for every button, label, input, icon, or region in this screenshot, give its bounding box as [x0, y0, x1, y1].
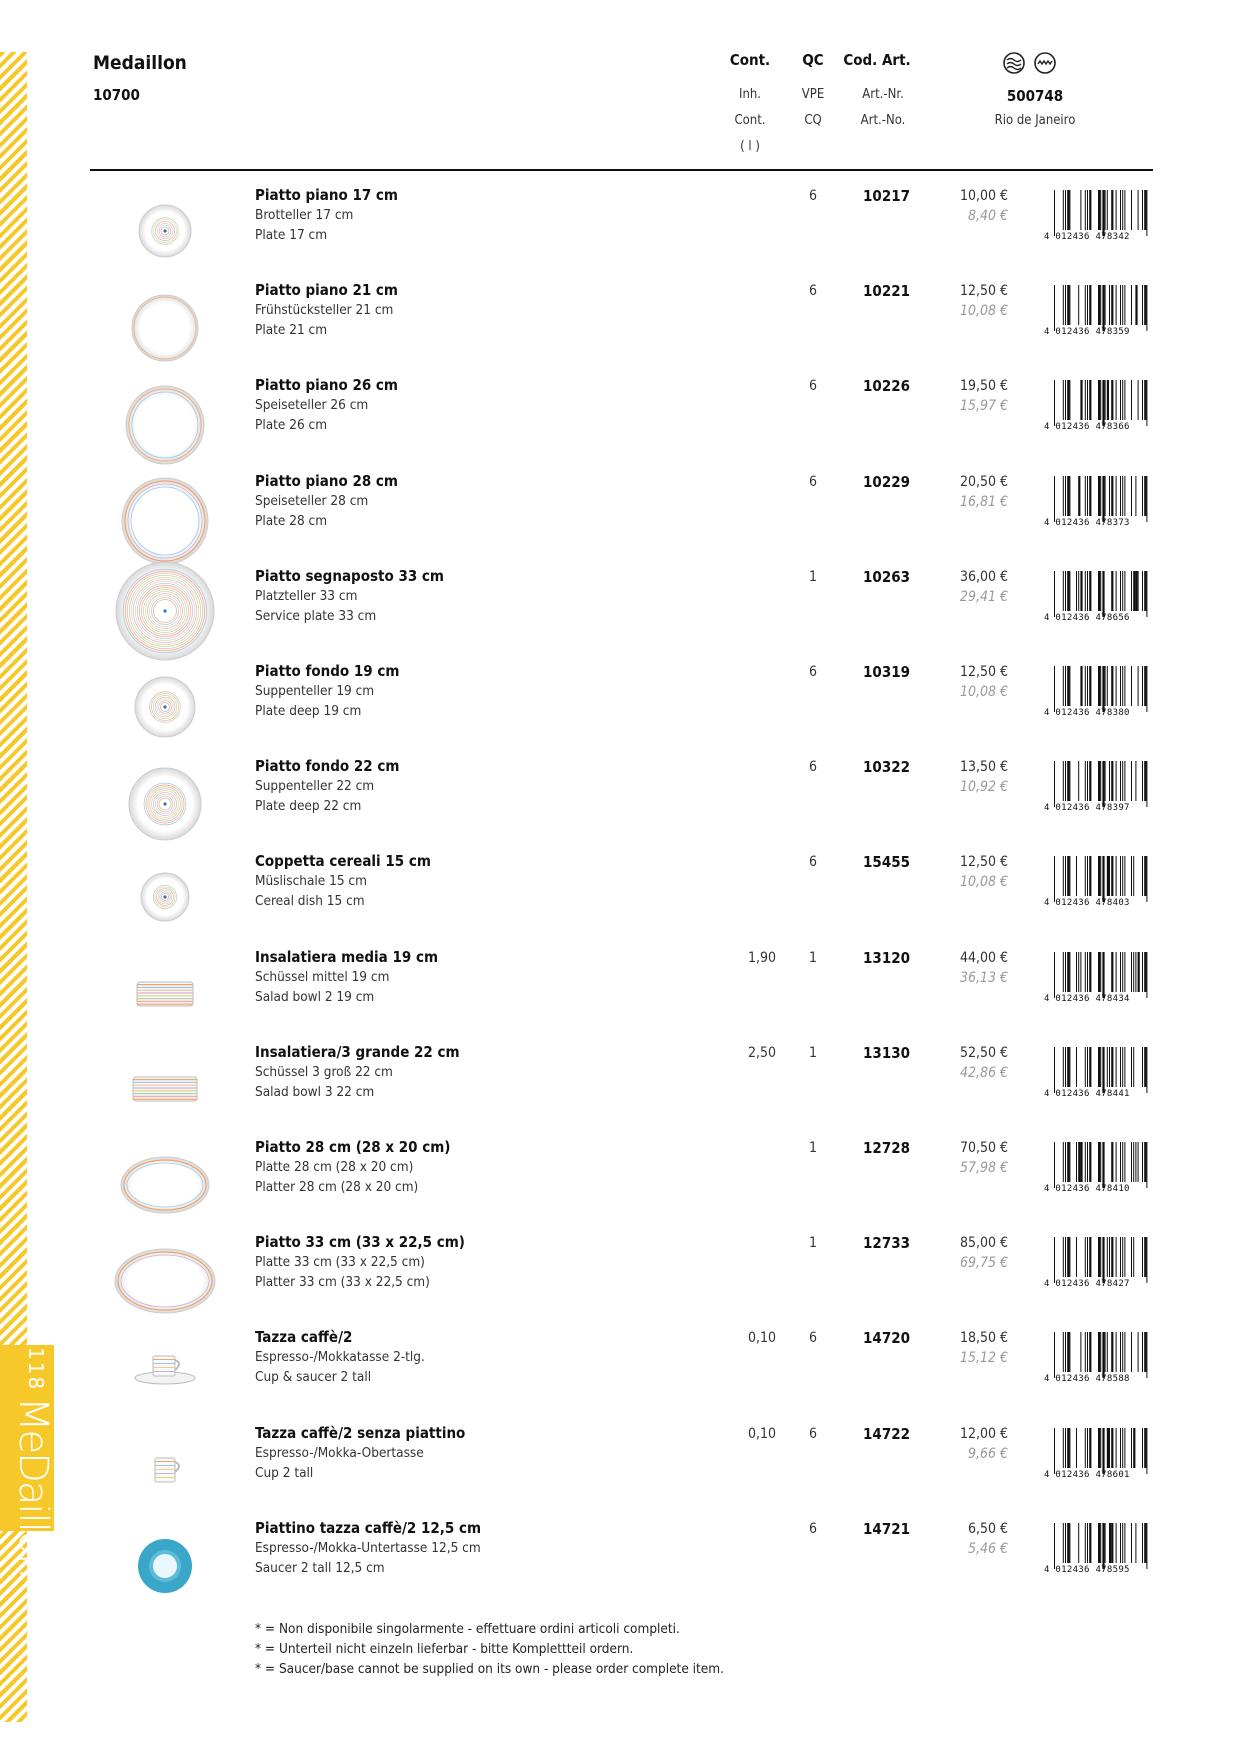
product-row	[0, 1138, 1240, 1233]
product-name-de: Espresso-/Mokkatasse 2-tlg.	[255, 1349, 425, 1366]
page-number: 118	[24, 1347, 48, 1392]
barcode-number: 4 012436 478656	[1044, 612, 1130, 623]
product-price-net: 69,75 €	[959, 1255, 1008, 1272]
header-qc: QC	[802, 51, 824, 69]
product-row	[0, 1233, 1240, 1328]
barcode	[1044, 666, 1154, 718]
product-qc: 6	[808, 664, 817, 680]
product-name-en: Plate 17 cm	[255, 227, 328, 243]
product-price: 20,50 €	[959, 473, 1008, 490]
product-name-de: Suppenteller 22 cm	[255, 778, 375, 795]
product-image	[110, 464, 220, 574]
product-price-net: 8,40 €	[967, 208, 1008, 224]
product-price: 44,00 €	[959, 949, 1008, 966]
product-price-net: 10,92 €	[959, 779, 1008, 796]
barcode-number: 4 012436 478366	[1044, 422, 1130, 433]
product-qc: 6	[808, 1520, 817, 1537]
product-code: 10319	[863, 663, 910, 681]
barcode-number: 4 012436 478397	[1044, 803, 1130, 814]
product-image	[110, 654, 220, 764]
product-content: 0,10	[747, 1330, 776, 1347]
product-price: 18,50 €	[959, 1330, 1008, 1347]
product-price-net: 57,98 €	[959, 1160, 1008, 1176]
product-code: 10226	[863, 377, 910, 396]
product-image	[110, 178, 220, 288]
product-image	[110, 749, 220, 859]
product-name-en: Salad bowl 3 22 cm	[255, 1083, 375, 1100]
header-qc-en: CQ	[804, 113, 822, 128]
product-name-en: Cup & saucer 2 tall	[255, 1369, 372, 1386]
product-price: 6,50 €	[967, 1520, 1008, 1537]
footnote-en: * = Saucer/base cannot be supplied on its own - please order complete item.	[255, 1661, 724, 1677]
header-cont-en: Cont.	[734, 113, 766, 128]
product-price: 52,50 €	[959, 1044, 1008, 1061]
product-price-net: 42,86 €	[959, 1064, 1008, 1081]
header-qc-de: VPE	[801, 87, 825, 102]
product-name-de: Brotteller 17 cm	[255, 207, 354, 223]
barcode	[1044, 952, 1154, 1004]
product-content: 1,90	[747, 949, 776, 966]
dishwasher-icon	[1003, 52, 1025, 74]
product-name-it: Piatto piano 26 cm	[255, 376, 398, 395]
product-name-en: Cereal dish 15 cm	[255, 893, 365, 910]
product-name-en: Platter 28 cm (28 x 20 cm)	[255, 1179, 419, 1195]
product-row	[0, 281, 1240, 376]
product-image	[110, 1320, 220, 1430]
product-qc: 6	[808, 283, 817, 300]
product-name-de: Platte 28 cm (28 x 20 cm)	[255, 1159, 414, 1175]
product-image	[110, 1416, 220, 1526]
product-row	[0, 472, 1240, 567]
barcode	[1044, 285, 1154, 337]
side-collection-name: MeDaillon	[10, 1397, 56, 1577]
product-price: 85,00 €	[959, 1235, 1008, 1252]
product-name-en: Saucer 2 tall 12,5 cm	[255, 1559, 385, 1576]
decor-name: Rio de Janeiro	[994, 113, 1076, 128]
product-name-it: Piatto fondo 19 cm	[255, 662, 400, 680]
barcode-number: 4 012436 478410	[1044, 1184, 1130, 1194]
product-name-en: Plate 26 cm	[255, 417, 328, 434]
product-image	[110, 1225, 220, 1335]
product-row	[0, 186, 1240, 281]
barcode-number: 4 012436 478359	[1044, 327, 1130, 338]
product-row	[0, 757, 1240, 852]
product-row	[0, 376, 1240, 471]
barcode-number: 4 012436 478380	[1044, 708, 1130, 718]
product-name-en: Salad bowl 2 19 cm	[255, 988, 375, 1005]
collection-code: 10700	[93, 86, 140, 104]
header-cod-art-de: Art.-Nr.	[862, 87, 904, 102]
product-name-it: Piatto segnaposto 33 cm	[255, 566, 444, 585]
product-qc: 6	[808, 1330, 817, 1347]
product-row	[0, 1519, 1240, 1614]
product-content: 0,10	[747, 1425, 776, 1442]
care-icons	[1003, 52, 1056, 74]
header-cont-unit: ( l )	[740, 139, 760, 154]
product-name-it: Piatto 33 cm (33 x 22,5 cm)	[255, 1233, 465, 1252]
product-qc: 6	[808, 473, 817, 490]
product-qc: 6	[808, 1425, 817, 1442]
product-code: 10229	[863, 472, 910, 491]
product-name-en: Plate 28 cm	[255, 512, 328, 529]
barcode	[1044, 761, 1154, 813]
product-code: 13120	[863, 948, 910, 967]
product-qc: 1	[808, 1044, 817, 1061]
microwave-icon	[1034, 52, 1056, 74]
product-code: 14722	[863, 1424, 910, 1443]
product-code: 10217	[863, 187, 910, 205]
product-price-net: 9,66 €	[967, 1445, 1008, 1462]
product-row	[0, 1424, 1240, 1519]
product-name-it: Insalatiera media 19 cm	[255, 947, 439, 966]
header-rule	[90, 169, 1153, 171]
barcode-number: 4 012436 478427	[1044, 1279, 1130, 1290]
product-qc: 1	[808, 949, 817, 966]
product-code: 13130	[863, 1043, 910, 1062]
product-name-de: Speiseteller 26 cm	[255, 397, 369, 414]
product-name-it: Piatto 28 cm (28 x 20 cm)	[255, 1138, 451, 1156]
barcode	[1044, 571, 1154, 623]
header-cod-art: Cod. Art.	[843, 51, 911, 69]
product-code: 12733	[863, 1234, 910, 1253]
product-code: 10263	[863, 567, 910, 586]
product-price: 12,50 €	[959, 854, 1008, 871]
product-row	[0, 1043, 1240, 1138]
product-name-it: Piattino tazza caffè/2 12,5 cm	[255, 1518, 482, 1537]
product-name-de: Suppenteller 19 cm	[255, 683, 375, 699]
product-row	[0, 852, 1240, 947]
product-name-de: Schüssel 3 groß 22 cm	[255, 1063, 393, 1080]
product-qc: 6	[808, 188, 817, 204]
product-row	[0, 948, 1240, 1043]
product-row	[0, 662, 1240, 757]
product-row	[0, 1328, 1240, 1423]
product-code: 10322	[863, 758, 910, 777]
product-qc: 6	[808, 759, 817, 776]
barcode-number: 4 012436 478342	[1044, 232, 1130, 242]
barcode	[1044, 1523, 1154, 1575]
product-name-de: Espresso-/Mokka-Obertasse	[255, 1444, 424, 1461]
product-price-net: 15,12 €	[959, 1350, 1008, 1367]
page-title: Medaillon	[93, 52, 187, 74]
product-price: 19,50 €	[959, 378, 1008, 395]
product-price: 12,50 €	[959, 283, 1008, 300]
barcode-number: 4 012436 478441	[1044, 1088, 1130, 1099]
barcode	[1044, 1428, 1154, 1480]
product-qc: 1	[808, 568, 817, 585]
product-price: 12,00 €	[959, 1425, 1008, 1442]
product-price-net: 10,08 €	[959, 684, 1008, 700]
product-price-net: 15,97 €	[959, 398, 1008, 415]
product-name-it: Tazza caffè/2 senza piattino	[255, 1423, 466, 1442]
product-name-en: Platter 33 cm (33 x 22,5 cm)	[255, 1274, 430, 1291]
barcode-number: 4 012436 478403	[1044, 898, 1130, 909]
product-qc: 6	[808, 378, 817, 395]
product-price: 13,50 €	[959, 759, 1008, 776]
product-qc: 6	[808, 854, 817, 871]
barcode	[1044, 1332, 1154, 1384]
product-name-en: Service plate 33 cm	[255, 607, 377, 624]
barcode	[1044, 856, 1154, 908]
product-price: 12,50 €	[959, 664, 1008, 680]
product-name-it: Piatto piano 21 cm	[255, 281, 398, 300]
product-image	[110, 844, 220, 954]
decor-code: 500748	[1006, 87, 1064, 105]
product-code: 10221	[863, 282, 910, 301]
product-name-it: Piatto fondo 22 cm	[255, 757, 400, 776]
product-name-de: Frühstücksteller 21 cm	[255, 302, 394, 319]
product-price-net: 16,81 €	[959, 493, 1008, 510]
product-name-it: Piatto piano 28 cm	[255, 471, 398, 490]
product-code: 15455	[863, 853, 910, 872]
barcode-number: 4 012436 478595	[1044, 1564, 1130, 1575]
product-image	[110, 368, 220, 478]
product-name-de: Platzteller 33 cm	[255, 587, 358, 604]
product-row	[0, 567, 1240, 662]
product-code: 12728	[863, 1139, 910, 1157]
product-image	[110, 559, 220, 669]
product-price: 10,00 €	[959, 188, 1008, 204]
product-name-en: Plate deep 22 cm	[255, 798, 362, 815]
product-price-net: 10,08 €	[959, 874, 1008, 891]
barcode-number: 4 012436 478601	[1044, 1469, 1130, 1480]
barcode	[1044, 476, 1154, 528]
barcode	[1044, 190, 1154, 242]
product-name-en: Plate deep 19 cm	[255, 703, 362, 719]
header-cont: Cont.	[729, 51, 771, 69]
product-image	[110, 1035, 220, 1145]
product-name-en: Plate 21 cm	[255, 322, 328, 339]
header-cod-art-en: Art.-No.	[860, 113, 906, 128]
product-image	[110, 940, 220, 1050]
barcode	[1044, 380, 1154, 432]
product-price: 70,50 €	[959, 1140, 1008, 1156]
product-price: 36,00 €	[959, 568, 1008, 585]
header-cont-de: Inh.	[739, 87, 761, 102]
product-content: 2,50	[747, 1044, 776, 1061]
barcode	[1044, 1142, 1154, 1194]
barcode-number: 4 012436 478588	[1044, 1374, 1130, 1385]
product-image	[110, 273, 220, 383]
product-name-it: Tazza caffè/2	[255, 1328, 353, 1347]
product-name-de: Schüssel mittel 19 cm	[255, 968, 390, 985]
footnote-de: * = Unterteil nicht einzeln lieferbar - bitte Komplettteil ordern.	[255, 1641, 634, 1657]
product-name-it: Insalatiera/3 grande 22 cm	[255, 1042, 460, 1061]
product-name-de: Espresso-/Mokka-Untertasse 12,5 cm	[255, 1539, 481, 1556]
product-price-net: 36,13 €	[959, 969, 1008, 986]
barcode-number: 4 012436 478373	[1044, 517, 1130, 528]
product-code: 14720	[863, 1329, 910, 1348]
product-code: 14721	[863, 1519, 910, 1538]
barcode-number: 4 012436 478434	[1044, 993, 1130, 1004]
barcode	[1044, 1237, 1154, 1289]
product-image	[110, 1130, 220, 1240]
product-name-it: Piatto piano 17 cm	[255, 186, 398, 204]
product-name-de: Müslischale 15 cm	[255, 873, 367, 890]
product-price-net: 29,41 €	[959, 588, 1008, 605]
product-name-de: Speiseteller 28 cm	[255, 492, 369, 509]
product-qc: 1	[808, 1235, 817, 1252]
barcode	[1044, 1047, 1154, 1099]
product-image	[110, 1511, 220, 1621]
footnote-it: * = Non disponibile singolarmente - effettuare ordini articoli completi.	[255, 1621, 680, 1637]
product-name-de: Platte 33 cm (33 x 22,5 cm)	[255, 1254, 425, 1271]
product-price-net: 10,08 €	[959, 303, 1008, 320]
product-name-it: Coppetta cereali 15 cm	[255, 852, 431, 871]
product-qc: 1	[808, 1140, 817, 1156]
product-name-en: Cup 2 tall	[255, 1464, 314, 1481]
product-price-net: 5,46 €	[967, 1540, 1008, 1557]
